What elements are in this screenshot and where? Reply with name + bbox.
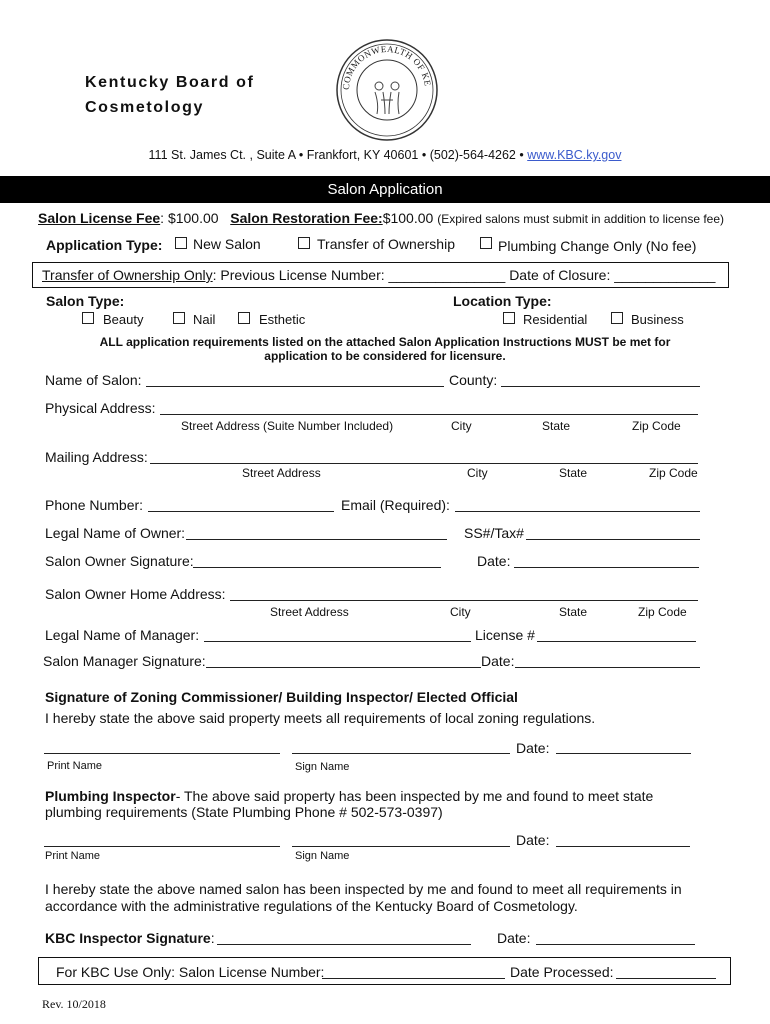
- board-title: [85, 70, 254, 120]
- city-state-zip: Frankfort, KY 40601: [306, 148, 419, 162]
- website-link[interactable]: www.KBC.ky.gov: [527, 148, 622, 162]
- date-processed-field[interactable]: [616, 978, 716, 979]
- business-checkbox[interactable]: [611, 312, 623, 324]
- kbc-statement-line2: accordance with the administrative regulations of the Kentucky Board of Cosmetology.: [45, 898, 578, 914]
- bullet-icon: •: [421, 148, 430, 162]
- salon-type-label: Salon Type:: [46, 293, 125, 309]
- nail-checkbox[interactable]: [173, 312, 185, 324]
- kbc-inspector-signature-field[interactable]: [217, 944, 471, 945]
- office-license-field[interactable]: [322, 978, 505, 979]
- plumbing-date-field[interactable]: [556, 846, 690, 847]
- physical-address-field[interactable]: [160, 414, 698, 415]
- legal-name-owner-field[interactable]: [186, 539, 447, 540]
- location-type-label: Location Type:: [453, 293, 552, 309]
- restoration-fee-label: Salon Restoration Fee:: [230, 210, 383, 226]
- manager-signature-field[interactable]: [206, 667, 481, 668]
- residential-label: Residential: [523, 312, 588, 327]
- caption-state: State: [542, 419, 571, 433]
- plumbing-text-line2: plumbing requirements (State Plumbing Phone # 502-573-0397): [45, 804, 443, 820]
- requirements-note-line1: ALL application requirements listed on the attached Salon Application Instructions MUST be met for: [99, 335, 671, 349]
- mailing-address-label: Mailing Address:: [45, 449, 148, 465]
- physical-address-label: Physical Address:: [45, 400, 156, 416]
- form-title-banner: Salon Application: [0, 176, 770, 203]
- plumbing-change-label: Plumbing Change Only (No fee): [498, 238, 697, 254]
- application-type-label: Application Type:: [46, 237, 163, 253]
- board-title-line2: Cosmetology: [85, 99, 204, 116]
- mailing-address-field[interactable]: [150, 463, 698, 464]
- plumbing-print-name-caption: Print Name: [45, 850, 101, 862]
- transfer-ownership-checkbox[interactable]: [298, 237, 310, 249]
- caption-street: Street Address: [242, 466, 321, 480]
- zoning-statement: I hereby state the above said property meets all requirements of local zoning regulations.: [45, 710, 596, 726]
- owner-home-address-field[interactable]: [230, 600, 698, 601]
- owner-signature-label: Salon Owner Signature:: [45, 553, 194, 569]
- plumbing-text-line1: - The above said property has been inspected by me and found to meet state: [175, 788, 654, 804]
- transfer-line: [42, 267, 715, 283]
- fee-line: [38, 210, 724, 226]
- owner-date-field[interactable]: [514, 567, 699, 568]
- license-fee-label: Salon License Fee: [38, 210, 161, 226]
- caption-city: City: [451, 419, 472, 433]
- restoration-fee-note: (Expired salons must submit in addition to license fee): [437, 212, 725, 226]
- esthetic-checkbox[interactable]: [238, 312, 250, 324]
- owner-signature-field[interactable]: [193, 567, 441, 568]
- license-number-field[interactable]: [537, 641, 696, 642]
- zoning-date-label: Date:: [516, 740, 550, 756]
- office-license-label: For KBC Use Only: Salon License Number:: [56, 964, 325, 980]
- license-fee-value: : $100.00: [160, 210, 219, 226]
- caption-state: State: [559, 605, 588, 619]
- caption-zip: Zip Code: [638, 605, 687, 619]
- board-title-line1: Kentucky Board of: [85, 74, 255, 91]
- svg-text:COMMONWEALTH OF KENTUCKY: [335, 38, 433, 90]
- license-number-label: License #: [475, 627, 535, 643]
- legal-name-manager-field[interactable]: [204, 641, 471, 642]
- ss-tax-field[interactable]: [526, 539, 700, 540]
- phone-number-field[interactable]: [148, 511, 334, 512]
- name-of-salon-label: Name of Salon:: [45, 372, 142, 388]
- transfer-fields[interactable]: : Previous License Number: _______________ Date of Closure: _____________: [212, 267, 716, 283]
- caption-city: City: [450, 605, 471, 619]
- plumbing-sign-name-caption: Sign Name: [295, 850, 350, 862]
- zoning-sign-name-field[interactable]: [292, 753, 510, 754]
- revision-label: Rev. 10/2018: [42, 997, 106, 1011]
- contact-line: [0, 148, 770, 162]
- phone-number-label: Phone Number:: [45, 497, 144, 513]
- zoning-date-field[interactable]: [556, 753, 691, 754]
- kentucky-seal: [335, 38, 439, 142]
- manager-date-label: Date:: [481, 653, 515, 669]
- new-salon-label: New Salon: [193, 236, 261, 252]
- zoning-heading: Signature of Zoning Commissioner/ Building Inspector/ Elected Official: [45, 689, 518, 705]
- restoration-fee-value: $100.00: [382, 210, 434, 226]
- zoning-sign-name-caption: Sign Name: [295, 761, 350, 773]
- beauty-checkbox[interactable]: [82, 312, 94, 324]
- kbc-inspector-line: KBC Inspector Signature:: [45, 930, 215, 946]
- legal-name-owner-label: Legal Name of Owner:: [45, 525, 186, 541]
- plumbing-line1: [45, 788, 653, 804]
- residential-checkbox[interactable]: [503, 312, 515, 324]
- new-salon-checkbox[interactable]: [175, 237, 187, 249]
- manager-signature-label: Salon Manager Signature:: [43, 653, 206, 669]
- business-label: Business: [631, 312, 684, 327]
- kbc-inspector-date-field[interactable]: [536, 944, 695, 945]
- email-label: Email (Required):: [341, 497, 450, 513]
- owner-date-label: Date:: [477, 553, 511, 569]
- requirements-note: [0, 335, 770, 363]
- plumbing-heading: Plumbing Inspector: [45, 788, 176, 804]
- caption-zip: Zip Code: [632, 419, 681, 433]
- beauty-label: Beauty: [103, 312, 144, 327]
- esthetic-label: Esthetic: [259, 312, 306, 327]
- phone-number: (502)-564-4262: [429, 148, 516, 162]
- email-field[interactable]: [455, 511, 700, 512]
- seal-icon: [335, 38, 439, 142]
- owner-home-address-label: Salon Owner Home Address:: [45, 586, 226, 602]
- zoning-print-name-field[interactable]: [44, 753, 280, 754]
- kbc-statement-line1: I hereby state the above named salon has been inspected by me and found to meet all requirements in: [45, 881, 682, 897]
- ss-tax-label: SS#/Tax#: [464, 525, 524, 541]
- requirements-note-line2: application to be considered for licensure.: [264, 349, 506, 363]
- nail-label: Nail: [193, 312, 216, 327]
- seal-text: COMMONWEALTH OF KE: [340, 43, 433, 91]
- date-processed-label: Date Processed:: [510, 964, 614, 980]
- kbc-inspector-date-label: Date:: [497, 930, 531, 946]
- bullet-icon: •: [298, 148, 307, 162]
- plumbing-print-name-field[interactable]: [44, 846, 280, 847]
- manager-date-field[interactable]: [515, 667, 700, 668]
- name-of-salon-field[interactable]: [146, 386, 444, 387]
- county-field[interactable]: [501, 386, 700, 387]
- bullet-icon: •: [519, 148, 528, 162]
- plumbing-date-label: Date:: [516, 832, 550, 848]
- caption-city: City: [467, 466, 488, 480]
- transfer-ownership-label: Transfer of Ownership: [317, 236, 455, 252]
- caption-street: Street Address: [270, 605, 349, 619]
- plumbing-sign-name-field[interactable]: [292, 846, 510, 847]
- plumbing-change-checkbox[interactable]: [480, 237, 492, 249]
- caption-zip: Zip Code: [649, 466, 698, 480]
- transfer-only-label: Transfer of Ownership Only: [42, 267, 213, 283]
- zoning-print-name-caption: Print Name: [47, 760, 103, 772]
- legal-name-manager-label: Legal Name of Manager:: [45, 627, 200, 643]
- kbc-inspector-label: KBC Inspector Signature: [45, 930, 211, 946]
- county-label: County:: [449, 372, 498, 388]
- caption-street-suite: Street Address (Suite Number Included): [181, 419, 394, 433]
- caption-state: State: [559, 466, 588, 480]
- street-address: 111 St. James Ct. , Suite A: [148, 148, 296, 162]
